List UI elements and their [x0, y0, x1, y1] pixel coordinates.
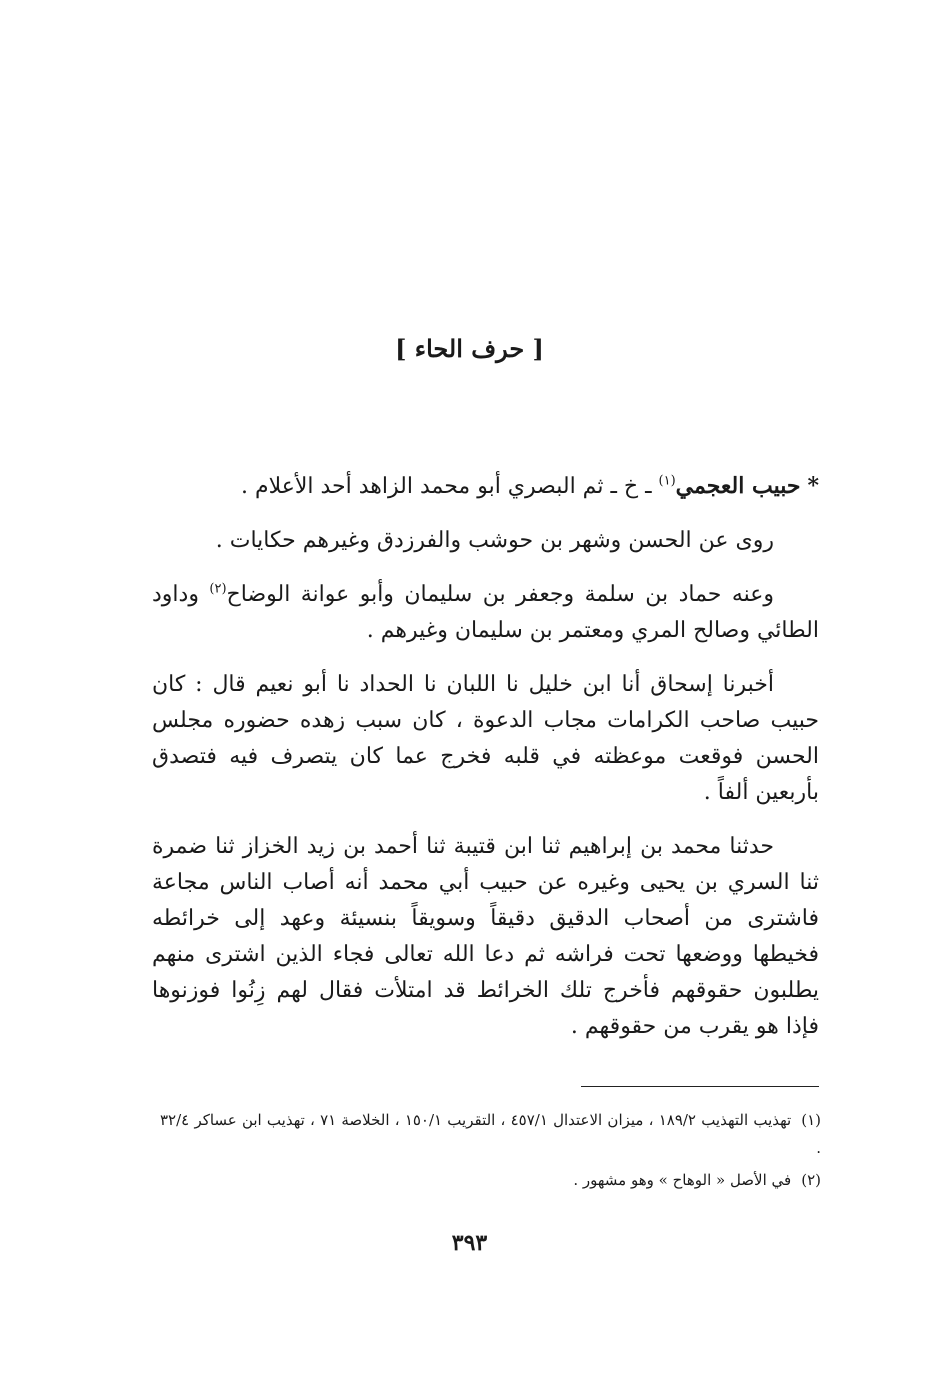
- paragraph-narrators-from: روى عن الحسن وشهر بن حوشب والفرزدق وغيرهم حكايات .: [215, 528, 774, 553]
- paragraph-narrators-to-part2: وداود الطائي وصالح المري ومعتمر بن سليمان وغيرهم .: [152, 582, 819, 643]
- entry-name: حبيب العجمي: [675, 473, 801, 499]
- section-heading: [ حرف الحاء ]: [395, 334, 544, 363]
- footnote-1-text: تهذيب التهذيب ١٨٩/٢ ، ميزان الاعتدال ٤٥٧/١ ، التقريب ١٥٠/١ ، الخلاصة ٧١ ، تهذيب ابن عساكر ٣٢/٤ .: [160, 1111, 821, 1157]
- entry-description: ـ خ ـ ثم البصري أبو محمد الزاهد أحد الأعلام .: [240, 474, 659, 499]
- entry-marker: *: [807, 473, 819, 499]
- paragraph-narrators-to: [152, 577, 819, 649]
- paragraph-report-2: حدثنا محمد بن إبراهيم ثنا ابن قتيبة ثنا أحمد بن زيد الخزاز ثنا ضمرة ثنا السري بن يحيى وغيره عن حبيب أبي محمد أنه أصاب الناس مجاعة فاشترى من أصحاب الدقيق دقيقاً وسويقاً بنسيئة وعهد إلى خرائطه فخيطها ووضعها تحت فراشه ثم دعا الله تعالى فجاء الذين اشترى منهم يطلبون حقوقهم فأخرج تلك الخرائط قد امتلأت فقال لهم زِنُوا فوزنوها فإذا هو يقرب من حقوقهم .: [152, 834, 819, 1039]
- footnote-divider: [581, 1086, 819, 1087]
- page-number: ٣٩٣: [451, 1230, 488, 1256]
- footnote-ref-1: (١): [658, 473, 676, 489]
- paragraph-report-1: أخبرنا إسحاق أنا ابن خليل نا اللبان نا الحداد نا أبو نعيم قال : كان حبيب صاحب الكرامات مجاب الدعوة ، كان سبب زهده حضوره مجلس الحسن فوقعت موعظته في قلبه فخرج عما كان يتصرف فيه فتصدق بأربعين ألفاً .: [152, 672, 819, 805]
- footnotes: [160, 1106, 821, 1198]
- main-text: [152, 468, 819, 1063]
- paragraph-narrators-to-part1: وعنه حماد بن سلمة وجعفر بن سليمان وأبو عوانة الوضاح: [226, 582, 775, 607]
- footnote-ref-2: (٢): [209, 581, 227, 597]
- footnote-1-number: (١): [801, 1111, 822, 1129]
- footnote-2: [160, 1166, 821, 1194]
- footnote-2-number: (٢): [801, 1171, 821, 1189]
- entry-paragraph: [152, 468, 819, 505]
- footnote-1: [160, 1106, 821, 1162]
- footnote-2-text: في الأصل « الوهاح » وهو مشهور .: [573, 1171, 792, 1189]
